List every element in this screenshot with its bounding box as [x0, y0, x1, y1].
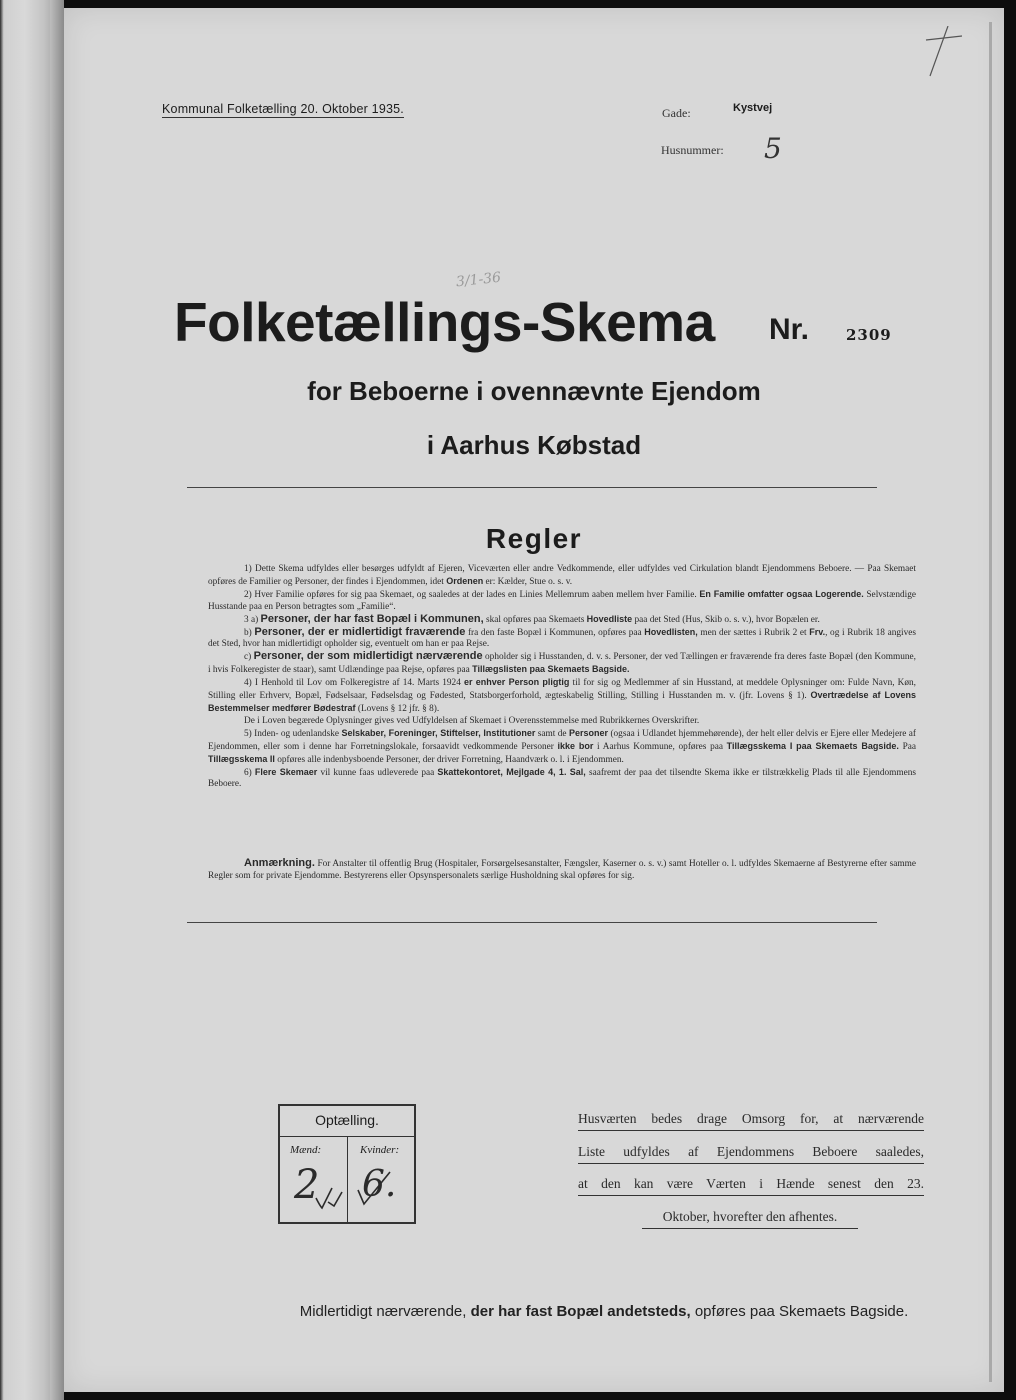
remark-paragraph — [208, 857, 916, 882]
divider — [187, 487, 877, 488]
notice-line: Oktober, hvorefter den afhentes. — [642, 1206, 858, 1229]
women-label: Kvinder: — [360, 1144, 400, 1156]
rule-3a: 3 a) Personer, der har fast Bopæl i Kommunen, skal opføres paa Skemaets Hovedliste paa det Sted (Hus, Skib o. s. v.), hvor Bopælen er. — [244, 612, 820, 625]
rule-1: 1) Dette Skema udfyldes eller besørges udfyldt af Ejeren, Viceværten eller andre Vedkommende, eller udfyldes ved Cirkulation blandt Ejendommens Beboere. — Paa Skemaet opføres de Familier og Personer, der findes i Ejendommen, idet Ordenen er: Kælder, Stue o. s. v. — [208, 564, 916, 587]
rule-5: 5) Inden- og udenlandske Selskaber, Foreninger, Stiftelser, Institutioner samt de Personer (ogsaa i Udlandet hjemmehørende), der helt eller delvis er Ejere eller Medejere af Ejendommen, eller som i denne har Forretningslokale, forsaavidt vedkommende Personer ikke bor i Aarhus Kommune, opføres paa Tillægsskema I paa Skemaets Bagside. Paa Tillægsskema II opføres alle indenbysboende Personer, der driver Forretning, Haandværk o. l. i Ejendommen. — [208, 727, 917, 765]
binding-edge — [50, 0, 64, 1400]
women-count: 6. — [362, 1164, 397, 1205]
check-mark-icon — [314, 1186, 344, 1210]
rule-4: 4) I Henhold til Lov om Folkeregistre af 14. Marts 1924 er enhver Person pligtig til for sig og Medlemmer af sin Husstand, at meddele Oplysninger om: Fulde Navn, Køn, Stilling eller Erhverv, Bopæl, Fødselsaar, Fødselsdag og Fødested, Statsborgerforhold, ægteskabelig Stilling, Stilling i Husstanden m. v. (jfr. Lovens § 1). Overtrædelse af Lovens Bestemmelser medfører Bødestraf (Lovens § 12 jfr. § 8). — [208, 677, 917, 714]
corner-pencil-mark — [922, 26, 962, 78]
rule-3c: c) Personer, der som midlertidigt nærværende opholder sig i Husstanden, d. v. s. Personer, der ved Tællingen er fraværende fra deres faste Bopæl (den Kommune, i hvis Folkeregister de staar), samt Udlændinge paa Rejse, opføres paa Tillægslisten paa Skemaets Bagside. — [208, 650, 917, 676]
form-subtitle-city: i Aarhus Købstad — [426, 430, 642, 460]
rule-6: 6) Flere Skemaer vil kunne faas udleverede paa Skattekontoret, Mejlgade 4, 1. Sal, saafremt der paa det tilsendte Skema ikke er tilstrækkelig Plads til alle Ejendommens Beboere. — [208, 766, 916, 790]
form-title: Folketællings-Skema — [174, 291, 715, 353]
count-title: Optælling. — [315, 1112, 379, 1128]
form-number-value: 2309 — [846, 326, 892, 344]
footer-note: Midlertidigt nærværende, der har fast Bopæl andetsteds, opføres paa Skemaets Bagside. — [299, 1303, 909, 1320]
census-header: Kommunal Folketælling 20. Oktober 1935. — [162, 102, 404, 116]
house-number-value: 5 — [764, 132, 782, 165]
remark-text: For Anstalter til offentlig Brug (Hospitaler, Forsørgelsesanstalter, Fængsler, Kaserner o. s. v.) samt Hoteller o. l. udfyldes Skemaerne af Bestyrerne efter samme Regler som for private Ejendomme. Bestyrerens eller Opsynspersonalets særlige Husholdning skal opføres for sig. — [208, 859, 916, 881]
page-edge-line — [989, 22, 992, 1382]
divider — [187, 922, 877, 923]
rule-2: 2) Hver Familie opføres for sig paa Skemaet, og saaledes at der lades en Linies Mellemrum aaben mellem hver Familie. En Familie omfatter ogsaa Logerende. Selvstændige Husstande paa en Person betragtes som „Familie“. — [208, 588, 916, 612]
notice-line: at den kan være Værten i Hænde senest den 23. — [578, 1173, 924, 1196]
remark-label: Anmærkning. — [244, 857, 315, 869]
census-form-page — [64, 8, 1004, 1392]
form-number-label: Nr. — [769, 313, 810, 346]
form-subtitle: for Beboerne i ovennævnte Ejendom — [307, 376, 761, 406]
men-label: Mænd: — [290, 1144, 322, 1156]
street-label: Gade: — [662, 106, 691, 120]
street-value: Kystvej — [733, 102, 773, 114]
notice-line: Liste udfyldes af Ejendommens Beboere saaledes, — [578, 1141, 924, 1164]
men-count: 2 — [294, 1162, 320, 1208]
house-number-label: Husnummer: — [661, 143, 724, 157]
notice-line: Husværten bedes drage Omsorg for, at nærværende — [578, 1108, 924, 1131]
rules-heading: Regler — [485, 523, 583, 554]
count-column-divider — [347, 1136, 348, 1222]
pencil-annotation: 3/1-36 — [455, 269, 502, 291]
check-mark-icon — [354, 1168, 394, 1208]
rules-text — [208, 564, 916, 791]
rule-3b: b) Personer, der er midlertidigt fraværende fra den faste Bopæl i Kommunen, opføres paa Hovedlisten, men der sættes i Rubrik 2 et Frv., og i Rubrik 18 angives det Sted, hvor han midlertidigt opholder sig, eventuelt om han er paa Rejse. — [208, 625, 916, 650]
landlord-notice — [578, 1108, 924, 1238]
count-box — [278, 1104, 416, 1224]
rule-4-note: De i Loven begærede Oplysninger gives ved Udfyldelsen af Skemaet i Overensstemmelse med Rubrikkernes Overskrifter. — [244, 715, 700, 726]
